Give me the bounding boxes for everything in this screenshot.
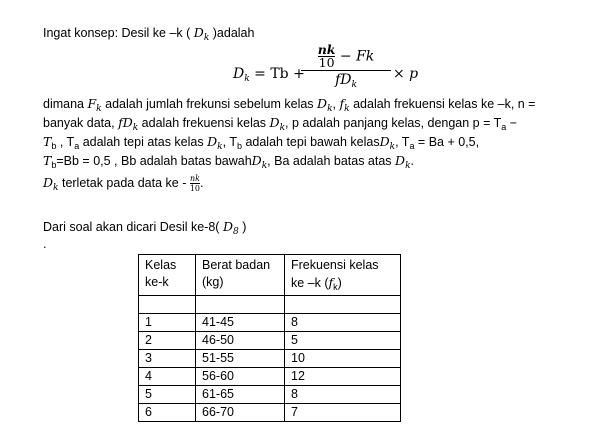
formula-fraction xyxy=(301,44,391,88)
definition-line-3: $T_b$ , $T_a$ adalah tepi atas kelas $D_k$, $T_b$ adalah tepi bawah kelasD$_k$, $T_a = Ba + 0,5$, xyxy=(43,134,480,152)
frequency-table xyxy=(138,254,401,422)
nk-over-10: $\frac{nk}{10}$ xyxy=(317,42,336,70)
question-dot: . xyxy=(43,237,47,251)
table-row-blank xyxy=(139,296,401,314)
header-frekuensi: Frekuensi kelas ke –k $(f_k)$ xyxy=(285,255,401,296)
header-kelas: Kelas ke-k xyxy=(139,255,196,296)
table-row: 1 41-45 8 xyxy=(139,314,401,332)
definition-line-1: dimana $F_k$ adalah jumlah frekunsi sebelum kelas $D_k$, $f_k$ adalah frekuensi kelas ke –k, n = xyxy=(43,96,536,114)
table-row: 3 51-55 10 xyxy=(139,350,401,368)
table-row: 6 66-70 7 xyxy=(139,404,401,422)
intro-line: Ingat konsep: Desil ke –k ( $D_k$ )adalah xyxy=(43,25,255,43)
formula-denominator: $fD_k$ xyxy=(301,70,391,88)
header-berat-badan: Berat badan (kg) xyxy=(196,255,285,296)
formula-lhs: $D_k = Tb$ + xyxy=(233,66,305,84)
formula-numerator: $\frac{nk}{10}$ − Fk xyxy=(317,42,375,70)
table-row: 4 56-60 12 xyxy=(139,368,401,386)
question-line: Dari soal akan dicari Desil ke-8( $D_8$ ) xyxy=(43,219,247,237)
formula-rhs: × p xyxy=(393,66,419,82)
definition-line-4: $T_b=Bb = 0,5$ , Bb adalah batas bawahD$_k$, Ba adalah batas atas $D_k$. xyxy=(43,153,415,171)
nk-over-10-small: $\frac{nk}{10}$ xyxy=(189,174,201,193)
table-row: 2 46-50 5 xyxy=(139,332,401,350)
table-row: 5 61-65 8 xyxy=(139,386,401,404)
table-header-row xyxy=(139,255,401,296)
definition-line-5: $D_k$ terletak pada data ke - $\frac{nk}{10}$ . xyxy=(43,174,204,193)
dk-symbol: $D_k$ xyxy=(193,25,210,43)
definition-line-2: banyak data, $fD_k$ adalah frekuensi kelas $D_k$, p adalah panjang kelas, dengan $p = T_a$ − xyxy=(43,115,518,133)
